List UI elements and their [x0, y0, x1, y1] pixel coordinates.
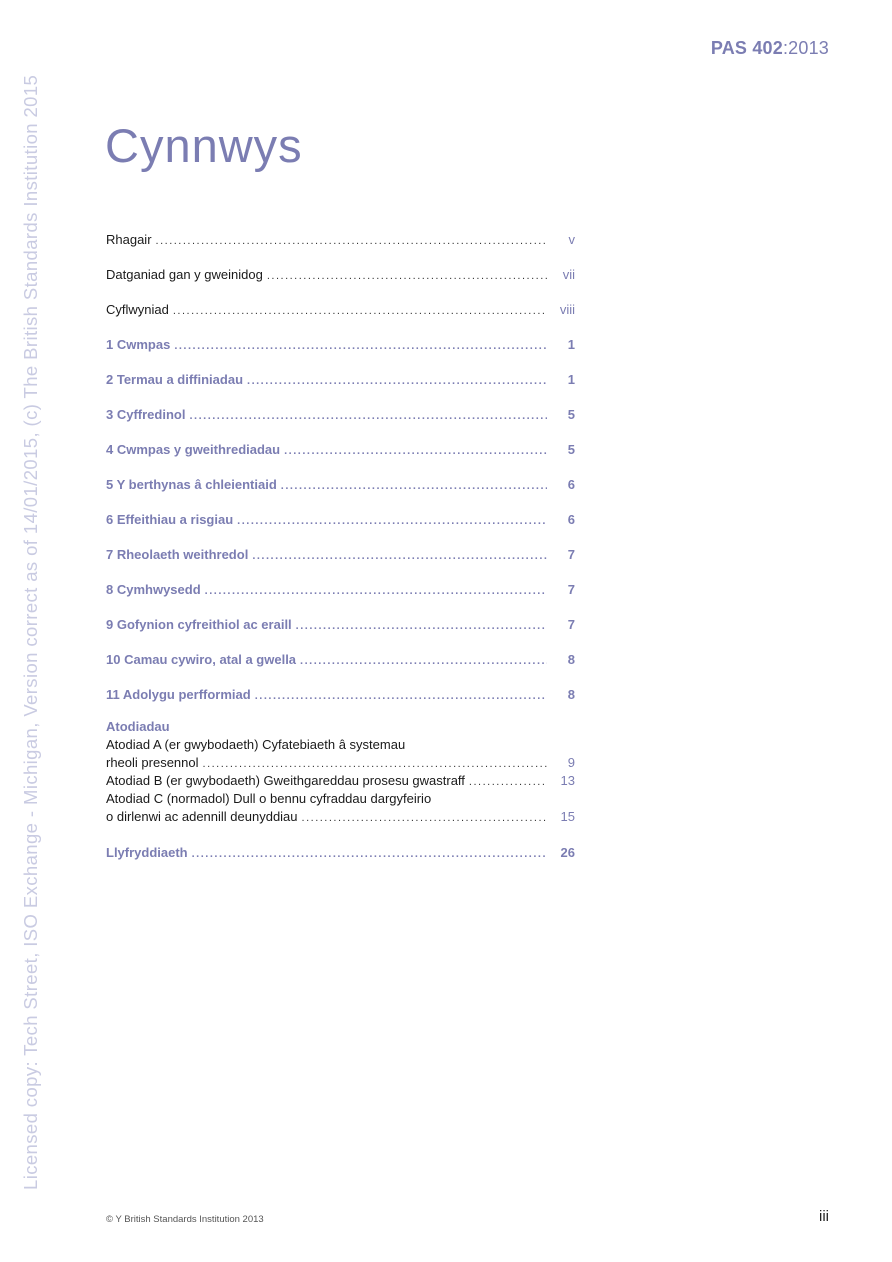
toc-entry-label: 4 Cwmpas y gweithrediadau	[106, 442, 281, 457]
toc-entry-label: 5 Y berthynas â chleientiaid	[106, 477, 277, 492]
toc-entry-label: Atodiad C (normadol) Dull o bennu cyfraddau dargyfeirio	[106, 791, 432, 806]
footer-copyright: © Y British Standards Institution 2013	[106, 1214, 264, 1225]
footer-page-number: iii	[819, 1208, 829, 1225]
toc-entry-label: Llyfryddiaeth	[106, 845, 188, 860]
toc-entry-page: 7	[567, 582, 575, 597]
toc-entry-clause-10[interactable]	[106, 650, 575, 670]
toc-leader-dots	[302, 809, 547, 827]
toc-leader-dots	[203, 755, 547, 773]
toc-entry-label-continued: o dirlenwi ac adennill deunyddiau	[106, 809, 298, 824]
toc-entry-clause-7[interactable]	[106, 545, 575, 565]
toc-entry-bibliography[interactable]	[106, 843, 575, 863]
toc-leader-dots	[300, 651, 547, 671]
toc-entry-label: 3 Cyffredinol	[106, 407, 186, 422]
toc-entry-foreword[interactable]	[106, 230, 575, 250]
toc-entry-annex-a[interactable]	[106, 736, 575, 772]
toc-entry-page: vii	[562, 267, 575, 282]
toc-entry-label: Cyflwyniad	[106, 302, 169, 317]
toc-leader-dots	[296, 616, 547, 636]
toc-leader-dots	[174, 336, 547, 356]
toc-leader-dots	[237, 511, 547, 531]
table-of-contents	[106, 230, 575, 878]
toc-entry-page: 5	[567, 442, 575, 457]
toc-entry-page: 15	[560, 809, 575, 824]
toc-entry-clause-11[interactable]	[106, 685, 575, 705]
toc-entry-label: Atodiad A (er gwybodaeth) Cyfatebiaeth â systemau	[106, 737, 406, 752]
toc-entry-ministerial-statement[interactable]	[106, 265, 575, 285]
toc-entry-page: 6	[567, 477, 575, 492]
page-title: Cynnwys	[105, 119, 303, 172]
toc-entry-label: 8 Cymhwysedd	[106, 582, 201, 597]
toc-leader-dots	[156, 231, 547, 251]
toc-entry-label: Atodiad B (er gwybodaeth) Gweithgareddau prosesu gwastraff	[106, 773, 465, 788]
toc-entry-page: 7	[567, 617, 575, 632]
toc-entry-page: 13	[560, 773, 575, 788]
toc-entry-annex-b[interactable]	[106, 772, 575, 790]
toc-entry-annex-c[interactable]	[106, 790, 575, 826]
toc-leader-dots	[255, 686, 547, 706]
toc-leader-dots	[189, 406, 547, 426]
toc-entry-page: viii	[559, 302, 575, 317]
toc-entry-page: 26	[560, 845, 575, 860]
toc-leader-dots	[469, 773, 547, 791]
toc-entry-page: 7	[567, 547, 575, 562]
toc-leader-dots	[247, 371, 547, 391]
toc-leader-dots	[281, 476, 547, 496]
toc-leader-dots	[252, 546, 547, 566]
toc-leader-dots	[267, 266, 547, 286]
toc-entry-clause-4[interactable]	[106, 440, 575, 460]
toc-entry-page: 5	[567, 407, 575, 422]
license-watermark: Licensed copy: Tech Street, ISO Exchange - Michigan, Version correct as of 14/01/2015, (c) The British Standards Institution 2015	[20, 74, 41, 1190]
toc-entry-label: 6 Effeithiau a risgiau	[106, 512, 234, 527]
toc-entry-page: 1	[567, 337, 575, 352]
toc-entry-page: 8	[567, 652, 575, 667]
document-code-number: PAS 402	[710, 38, 783, 58]
toc-entry-clause-2[interactable]	[106, 370, 575, 390]
toc-entry-page: 6	[567, 512, 575, 527]
document-code	[711, 38, 829, 59]
toc-entry-clause-9[interactable]	[106, 615, 575, 635]
toc-entry-clause-3[interactable]	[106, 405, 575, 425]
toc-entry-clause-8[interactable]	[106, 580, 575, 600]
toc-entry-page: 9	[567, 755, 575, 770]
toc-entry-label: 1 Cwmpas	[106, 337, 171, 352]
toc-entry-label-continued: rheoli presennol	[106, 755, 199, 770]
toc-leader-dots	[173, 301, 547, 321]
toc-entry-label: Rhagair	[106, 232, 152, 247]
toc-entry-label: 7 Rheolaeth weithredol	[106, 547, 249, 562]
toc-entry-label: 11 Adolygu perfformiad	[106, 687, 251, 702]
toc-entry-label: 10 Camau cywiro, atal a gwella	[106, 652, 297, 667]
toc-entry-clause-5[interactable]	[106, 475, 575, 495]
toc-entry-clause-6[interactable]	[106, 510, 575, 530]
document-code-year: :2013	[782, 38, 829, 58]
toc-entry-label: Datganiad gan y gweinidog	[106, 267, 263, 282]
toc-entry-label: 9 Gofynion cyfreithiol ac eraill	[106, 617, 292, 632]
annexes-heading: Atodiadau	[106, 719, 170, 734]
toc-entry-clause-1[interactable]	[106, 335, 575, 355]
toc-entry-introduction[interactable]	[106, 300, 575, 320]
toc-entry-page: 8	[567, 687, 575, 702]
toc-leader-dots	[192, 844, 547, 864]
toc-entry-label: 2 Termau a diffiniadau	[106, 372, 244, 387]
toc-leader-dots	[205, 581, 547, 601]
toc-leader-dots	[284, 441, 547, 461]
toc-entry-page: 1	[567, 372, 575, 387]
toc-entry-page: v	[568, 232, 575, 247]
